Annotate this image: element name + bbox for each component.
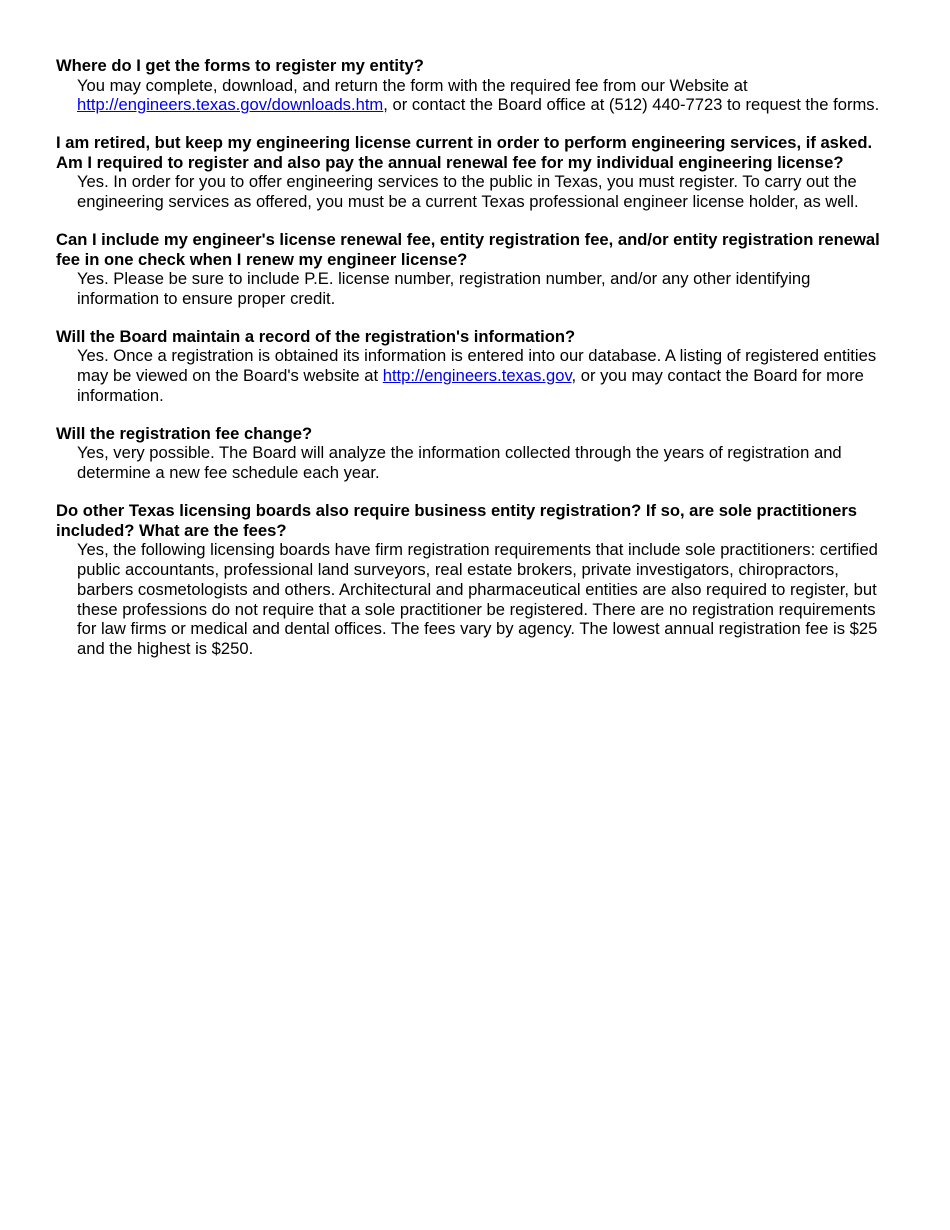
faq-answer-text: You may complete, download, and return the form with the required fee from our Website at bbox=[77, 75, 748, 95]
faq-item-other-boards bbox=[56, 501, 896, 659]
board-website-link[interactable]: http://engineers.texas.gov bbox=[382, 366, 572, 386]
faq-question: Can I include my engineer's license renewal fee, entity registration fee, and/or entity registration renewal fee in one check when I renew my engineer license? bbox=[56, 229, 880, 269]
faq-answer: Yes. In order for you to offer engineering services to the public in Texas, you must register. To carry out the engineering services as offered, you must be a current Texas professional engineer license holder, as well. bbox=[77, 172, 859, 212]
faq-answer-text: , or contact the Board office at (512) 440-7723 to request the forms. bbox=[383, 95, 880, 115]
faq-item-record bbox=[56, 327, 896, 406]
faq-item-one-check bbox=[56, 230, 896, 309]
faq-document bbox=[56, 56, 896, 677]
faq-answer-text: Yes. Once a registration is obtained its information is entered into our database. A listing of registered entities may be viewed on the Board's website at bbox=[77, 346, 877, 386]
faq-item-fee-change bbox=[56, 424, 896, 483]
faq-item-forms bbox=[56, 56, 896, 115]
faq-question: I am retired, but keep my engineering license current in order to perform engineering services, if asked. Am I required to register and also pay the annual renewal fee for my individual engineering license? bbox=[56, 133, 873, 172]
downloads-link[interactable]: http://engineers.texas.gov/downloads.htm bbox=[77, 95, 384, 115]
faq-answer: Yes. Please be sure to include P.E. license number, registration number, and/or any other identifying information to ensure proper credit. bbox=[77, 269, 811, 308]
faq-item-retired bbox=[56, 133, 896, 212]
faq-answer bbox=[77, 346, 896, 405]
faq-question: Will the Board maintain a record of the registration's information? bbox=[56, 326, 576, 346]
faq-question: Will the registration fee change? bbox=[56, 423, 313, 443]
faq-answer bbox=[77, 76, 896, 116]
faq-question: Where do I get the forms to register my entity? bbox=[56, 56, 424, 75]
faq-question: Do other Texas licensing boards also require business entity registration? If so, are sole practitioners included? What are the fees? bbox=[56, 500, 858, 540]
faq-answer-text: , or you may contact the Board for more information. bbox=[77, 366, 864, 405]
faq-answer: Yes, the following licensing boards have firm registration requirements that include sole practitioners: certified public accountants, professional land surveyors, real estate brokers, private investigators, chiropractors, barbers cosmetologists and others. Architectural and pharmaceutical entities are also required to register, but these professions do not require that a sole practitioner be registered. There are no registration requirements for law firms or medical and dental offices. The fees vary by agency. The lowest annual registration fee is $25 and the highest is $250. bbox=[77, 540, 878, 659]
faq-answer: Yes, very possible. The Board will analyze the information collected through the years of registration and determine a new fee schedule each year. bbox=[77, 443, 842, 483]
